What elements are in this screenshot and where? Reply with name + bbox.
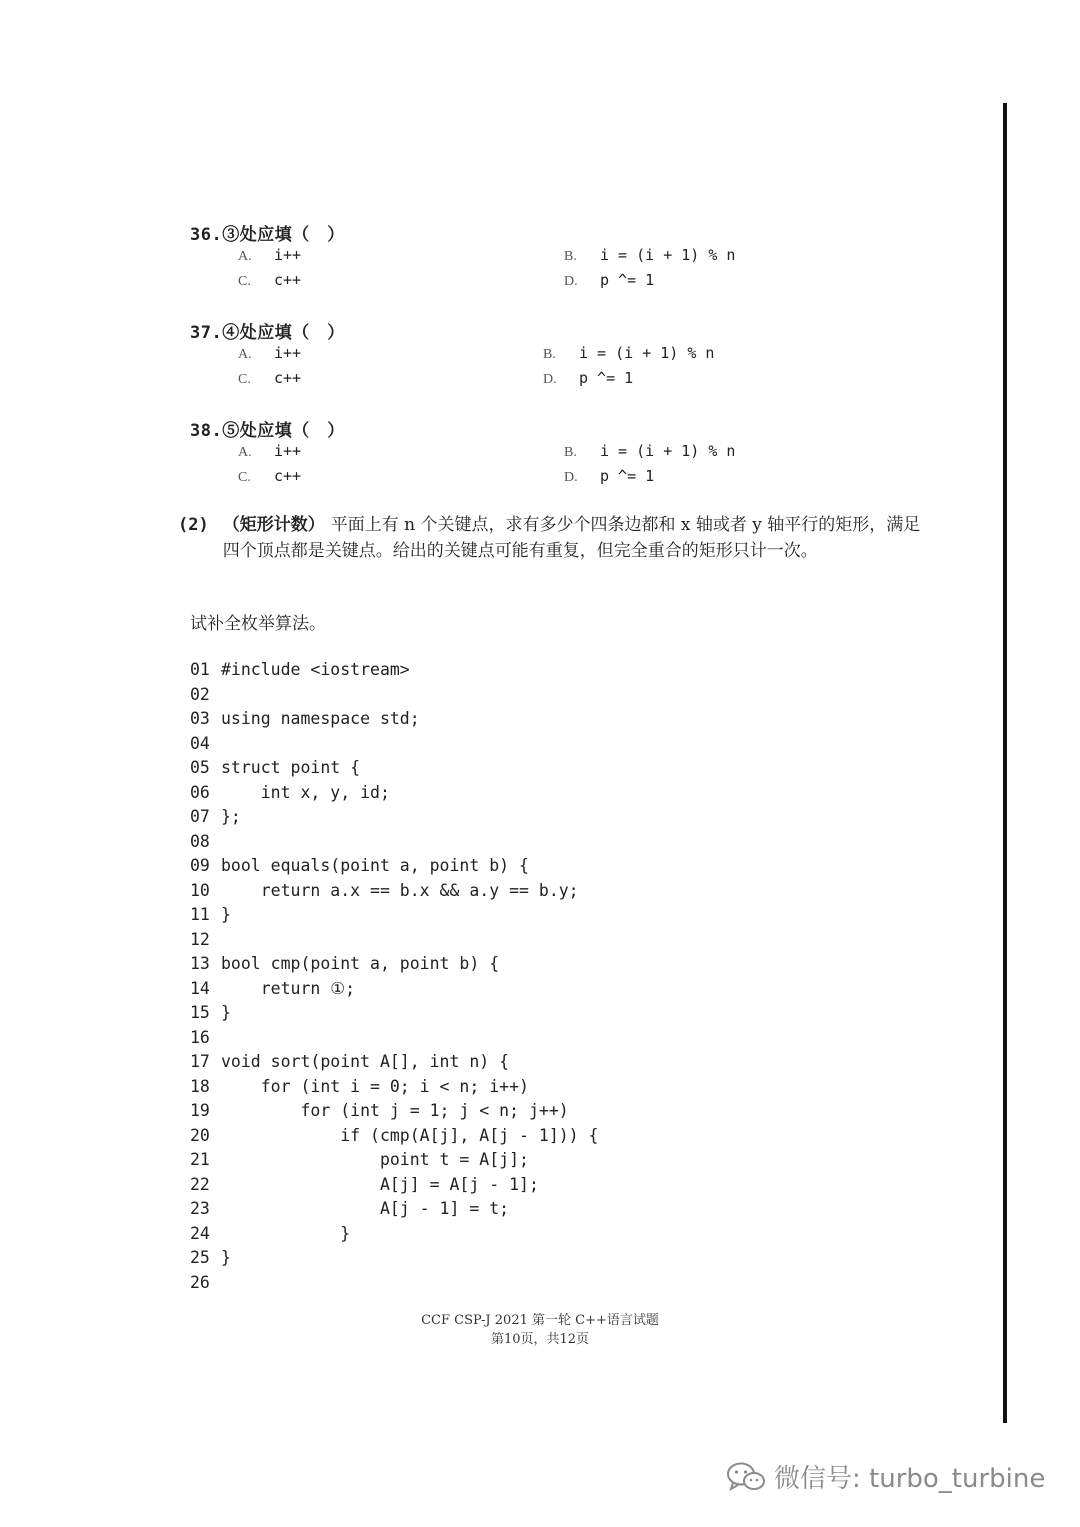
question-number: 37. [190, 323, 223, 343]
line-number: 23 [190, 1199, 210, 1218]
question-38-option-b[interactable]: B. i = (i + 1) % n [564, 442, 736, 460]
line-number: 21 [190, 1150, 210, 1169]
problem-number: (2) [178, 515, 209, 535]
question-37-option-a[interactable]: A. i++ [238, 344, 302, 362]
code-line [190, 1075, 599, 1100]
code-text: } [221, 1248, 231, 1267]
code-text: } [221, 1223, 351, 1243]
question-37-option-c[interactable]: C. c++ [238, 369, 302, 387]
question-37-option-d[interactable]: D. p ^= 1 [543, 369, 634, 387]
problem-title: （矩形计数） [222, 515, 325, 535]
code-line [190, 1246, 599, 1271]
line-number: 14 [190, 978, 210, 998]
code-line [190, 732, 599, 757]
code-text: if (cmp(A[j], A[j - 1])) { [221, 1125, 599, 1145]
question-36-heading [190, 220, 345, 245]
code-text: A[j] = A[j - 1]; [221, 1174, 539, 1194]
question-37-heading [190, 318, 345, 343]
line-number: 07 [190, 807, 210, 826]
question-38-option-d[interactable]: D. p ^= 1 [564, 467, 655, 485]
line-number: 24 [190, 1223, 210, 1243]
code-line [190, 1001, 599, 1026]
code-line [190, 854, 599, 879]
code-line [190, 1197, 599, 1222]
code-line [190, 781, 599, 806]
line-number: 06 [190, 782, 210, 802]
code-text: void sort(point A[], int n) { [221, 1052, 510, 1071]
line-number: 26 [190, 1272, 210, 1292]
line-number: 04 [190, 733, 210, 753]
code-line [190, 1050, 599, 1075]
code-line [190, 1271, 599, 1296]
code-line [190, 977, 599, 1002]
code-text: struct point { [221, 758, 361, 777]
line-number: 15 [190, 1003, 210, 1022]
question-36-option-c[interactable]: C. c++ [238, 271, 302, 289]
code-line [190, 1222, 599, 1247]
code-line [190, 1026, 599, 1051]
watermark-text: 微信号: turbo_turbine [774, 1464, 1046, 1494]
line-number: 17 [190, 1052, 210, 1071]
code-line [190, 683, 599, 708]
code-text: bool equals(point a, point b) { [221, 856, 529, 875]
line-number: 03 [190, 709, 210, 728]
watermark [726, 1458, 1045, 1495]
instruction-text: 试补全枚举算法。 [190, 614, 326, 634]
line-number: 22 [190, 1174, 210, 1194]
code-text: int x, y, id; [221, 782, 390, 802]
footer-title: CCF CSP-J 2021 第一轮 C++语言试题 [421, 1313, 659, 1328]
line-number: 02 [190, 684, 210, 704]
code-text: } [221, 905, 231, 924]
line-number: 05 [190, 758, 210, 777]
code-text: return a.x == b.x && a.y == b.y; [221, 880, 579, 900]
page-edge-bar [1003, 103, 1007, 1423]
question-38-option-c[interactable]: C. c++ [238, 467, 302, 485]
code-line [190, 1148, 599, 1173]
line-number: 20 [190, 1125, 210, 1145]
code-line [190, 658, 599, 683]
question-38-option-a[interactable]: A. i++ [238, 442, 302, 460]
question-prompt: ③处应填（ ） [222, 225, 345, 245]
code-line [190, 1173, 599, 1198]
question-prompt: ④处应填（ ） [222, 323, 345, 343]
code-line [190, 928, 599, 953]
code-line [190, 1099, 599, 1124]
code-line [190, 707, 599, 732]
code-text: point t = A[j]; [221, 1150, 529, 1169]
question-36-option-b[interactable]: B. i = (i + 1) % n [564, 246, 736, 264]
code-text: return ①; [221, 978, 355, 998]
code-line [190, 1124, 599, 1149]
line-number: 18 [190, 1076, 210, 1096]
code-line [190, 756, 599, 781]
code-text: #include <iostream> [221, 660, 410, 679]
line-number: 25 [190, 1248, 210, 1267]
code-text: for (int j = 1; j < n; j++) [221, 1101, 569, 1120]
footer-page-number: 第10页，共12页 [490, 1332, 590, 1347]
code-listing [190, 658, 599, 1295]
line-number: 09 [190, 856, 210, 875]
line-number: 08 [190, 831, 210, 851]
wechat-icon [726, 1461, 766, 1493]
problem-statement [178, 512, 928, 564]
question-38-heading [190, 416, 345, 441]
code-text: using namespace std; [221, 709, 420, 728]
line-number: 13 [190, 954, 210, 973]
code-text: } [221, 1003, 231, 1022]
code-line [190, 805, 599, 830]
question-36-option-d[interactable]: D. p ^= 1 [564, 271, 655, 289]
question-prompt: ⑤处应填（ ） [222, 421, 345, 441]
code-text: bool cmp(point a, point b) { [221, 954, 500, 973]
code-text: }; [221, 807, 241, 826]
problem-body: 平面上有 n 个关键点，求有多少个四条边都和 x 轴或者 y 轴平行的矩形，满足四个顶点都是关键点。给出的关键点可能有重复，但完全重合的矩形只计一次。 [222, 515, 921, 561]
question-36-option-a[interactable]: A. i++ [238, 246, 302, 264]
line-number: 12 [190, 929, 210, 949]
code-line [190, 952, 599, 977]
line-number: 16 [190, 1027, 210, 1047]
code-text: A[j - 1] = t; [221, 1199, 510, 1218]
line-number: 10 [190, 880, 210, 900]
code-line [190, 830, 599, 855]
question-number: 36. [190, 225, 223, 245]
code-text: for (int i = 0; i < n; i++) [221, 1076, 529, 1096]
line-number: 11 [190, 905, 210, 924]
line-number: 19 [190, 1101, 210, 1120]
code-line [190, 879, 599, 904]
code-line [190, 903, 599, 928]
question-number: 38. [190, 421, 223, 441]
question-37-option-b[interactable]: B. i = (i + 1) % n [543, 344, 715, 362]
line-number: 01 [190, 660, 210, 679]
